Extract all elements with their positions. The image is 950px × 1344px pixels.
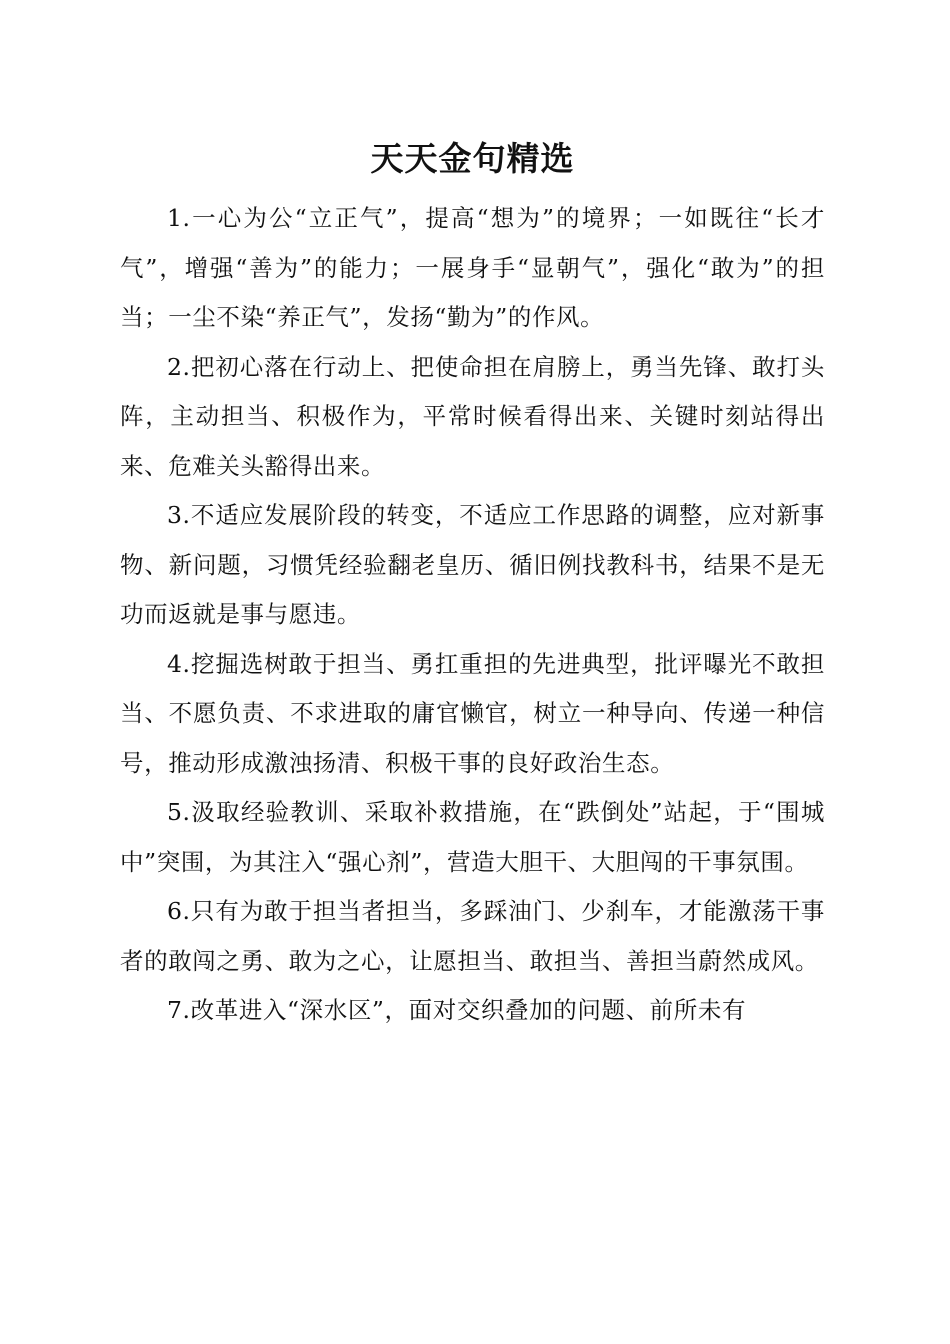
document-page	[120, 136, 825, 1036]
paragraph-1: 1.一心为公“立正气”，提高“想为”的境界；一如既往“长才气”，增强“善为”的能力；一展身手“显朝气”，强化“敢为”的担当；一尘不染“养正气”，发扬“勤为”的作风。	[120, 204, 825, 331]
paragraph-2: 2.把初心落在行动上、把使命担在肩膀上，勇当先锋、敢打头阵，主动担当、积极作为，平常时候看得出来、关键时刻站得出来、危难关头豁得出来。	[120, 352, 825, 480]
paragraph-5: 5.汲取经验教训、采取补救措施，在“跌倒处”站起，于“围城中”突围，为其注入“强心剂”，营造大胆干、大胆闯的干事氛围。	[120, 798, 825, 876]
paragraph-6: 6.只有为敢于担当者担当，多踩油门、少刹车，才能激荡干事者的敢闯之勇、敢为之心，让愿担当、敢担当、善担当蔚然成风。	[120, 897, 825, 975]
paragraph-7: 7.改革进入“深水区”，面对交织叠加的问题、前所未有	[167, 996, 747, 1024]
document-title: 天天金句精选	[370, 139, 575, 178]
paragraph-3: 3.不适应发展阶段的转变，不适应工作思路的调整，应对新事物、新问题，习惯凭经验翻老皇历、循旧例找教科书，结果不是无功而返就是事与愿违。	[120, 501, 825, 628]
paragraph-4: 4.挖掘选树敢于担当、勇扛重担的先进典型，批评曝光不敢担当、不愿负责、不求进取的庸官懒官，树立一种导向、传递一种信号，推动形成激浊扬清、积极干事的良好政治生态。	[120, 649, 825, 777]
